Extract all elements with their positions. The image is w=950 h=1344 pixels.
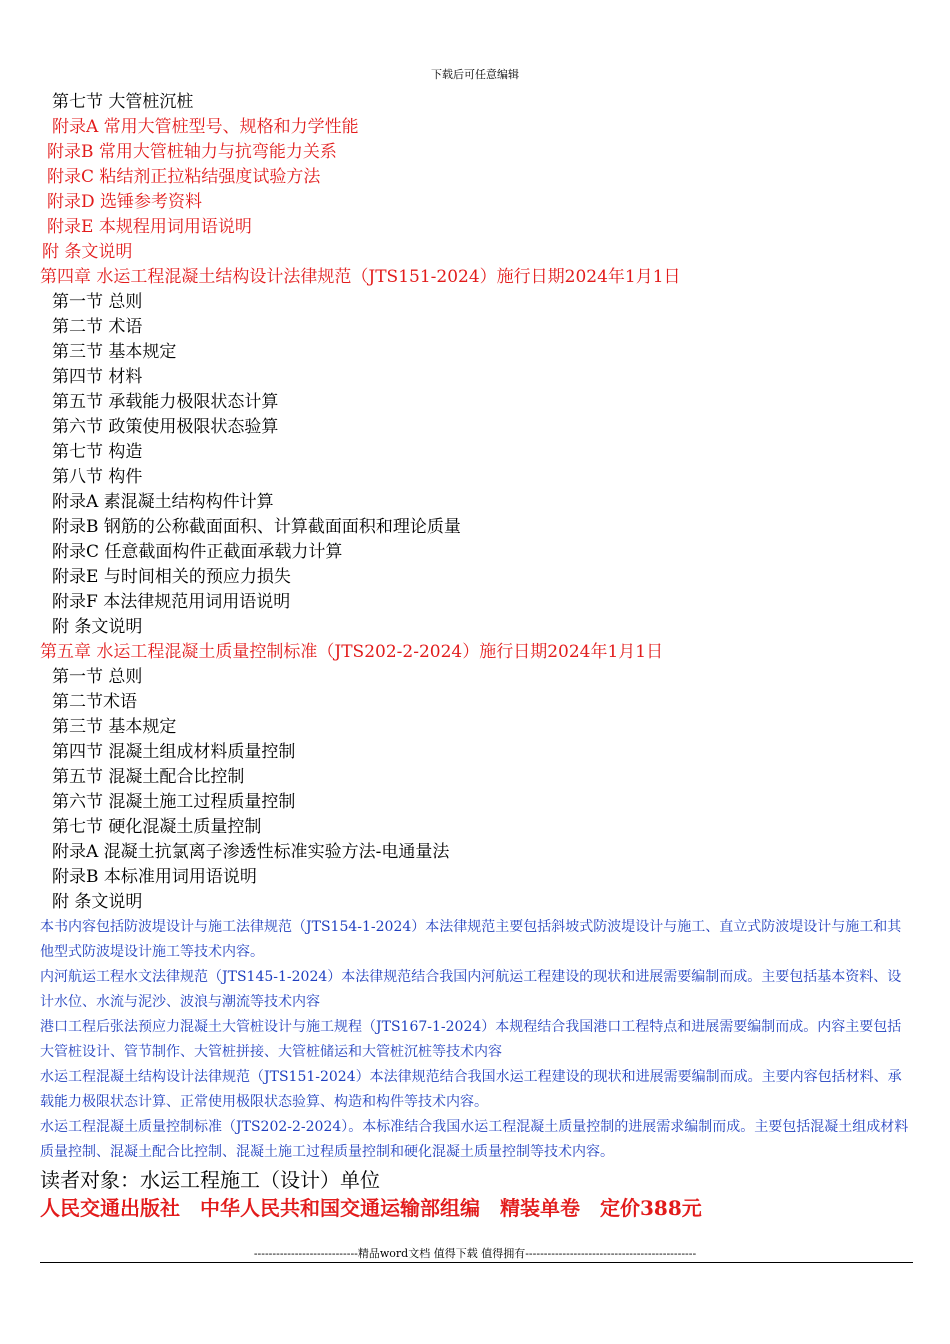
section-line: 第三节 基本规定: [52, 717, 177, 737]
chapter-heading-5: 第五章 水运工程混凝土质量控制标准（JTS202-2-2024）施行日期2024年1月1日: [40, 642, 664, 662]
appendix-line: 附录B 常用大管桩轴力与抗弯能力关系: [47, 142, 337, 162]
appendix-line: 附录E 本规程用词用语说明: [47, 217, 252, 237]
section-line: 第一节 总则: [52, 292, 143, 312]
section-line: 第六节 混凝土施工过程质量控制: [52, 792, 296, 812]
section-line: 第一节 总则: [52, 667, 143, 687]
section-line: 第五节 承载能力极限状态计算: [52, 392, 279, 412]
publisher-info: 人民交通出版社 中华人民共和国交通运输部组编 精装单卷 定价388元: [40, 1196, 702, 1220]
section-line: 第二节 术语: [52, 317, 143, 337]
description-paragraph: 水运工程混凝土结构设计法律规范（JTS151-2024）本法律规范结合我国水运工程建设的现状和进展需要编制而成。主要内容包括材料、承载能力极限状态计算、正常使用极限状态验算、构造和构件等技术内容。: [40, 1069, 902, 1110]
appendix-line: 附录D 选锤参考资料: [47, 192, 203, 212]
notes-line: 附 条文说明: [52, 617, 143, 637]
section-line: 第七节 大管桩沉桩: [52, 92, 194, 112]
appendix-line: 附录C 任意截面构件正截面承载力计算: [52, 542, 343, 562]
footer-rule: [40, 1262, 913, 1263]
section-line: 第四节 混凝土组成材料质量控制: [52, 742, 296, 762]
appendix-line: 附录A 素混凝土结构构件计算: [52, 492, 274, 512]
page-footer: ----------------------------精品word文档 值得下载 值得拥有----------------------------------------------: [253, 1247, 697, 1260]
section-line: 第二节术语: [52, 692, 137, 712]
appendix-line: 附录B 本标准用词用语说明: [52, 867, 257, 887]
section-line: 第五节 混凝土配合比控制: [52, 767, 245, 787]
notes-line: 附 条文说明: [42, 242, 133, 262]
section-line: 第七节 硬化混凝土质量控制: [52, 817, 262, 837]
page-header: 下载后可任意编辑: [431, 68, 519, 81]
document-body: [40, 90, 915, 1222]
chapter-heading-4: 第四章 水运工程混凝土结构设计法律规范（JTS151-2024）施行日期2024年1月1日: [40, 267, 681, 287]
section-line: 第三节 基本规定: [52, 342, 177, 362]
appendix-line: 附录A 常用大管桩型号、规格和力学性能: [52, 117, 359, 137]
section-line: 第七节 构造: [52, 442, 143, 462]
description-paragraph: 水运工程混凝土质量控制标准（JTS202-2-2024）。本标准结合我国水运工程混凝土质量控制的进展需求编制而成。主要包括混凝土组成材料质量控制、混凝土配合比控制、混凝土施工过程质量控制和硬化混凝土质量控制等技术内容。: [40, 1119, 909, 1160]
appendix-line: 附录E 与时间相关的预应力损失: [52, 567, 291, 587]
description-paragraph: 港口工程后张法预应力混凝土大管桩设计与施工规程（JTS167-1-2024）本规程结合我国港口工程特点和进展需要编制而成。内容主要包括大管桩设计、管节制作、大管桩拼接、大管桩储运和大管桩沉桩等技术内容: [40, 1019, 902, 1060]
description-paragraph: 本书内容包括防波堤设计与施工法律规范（JTS154-1-2024）本法律规范主要包括斜坡式防波堤设计与施工、直立式防波堤设计与施工和其他型式防波堤设计施工等技术内容。: [40, 919, 902, 960]
section-line: 第四节 材料: [52, 367, 143, 387]
appendix-line: 附录A 混凝土抗氯离子渗透性标准实验方法-电通量法: [52, 842, 450, 862]
appendix-line: 附录F 本法律规范用词用语说明: [52, 592, 291, 612]
section-line: 第八节 构件: [52, 467, 143, 487]
section-line: 第六节 政策使用极限状态验算: [52, 417, 279, 437]
appendix-line: 附录C 粘结剂正拉粘结强度试验方法: [47, 167, 321, 187]
reader-audience: 读者对象：水运工程施工（设计）单位: [40, 1168, 380, 1192]
description-paragraph: 内河航运工程水文法律规范（JTS145-1-2024）本法律规范结合我国内河航运工程建设的现状和进展需要编制而成。主要包括基本资料、设计水位、水流与泥沙、波浪与潮流等技术内容: [40, 969, 902, 1010]
notes-line: 附 条文说明: [52, 892, 143, 912]
appendix-line: 附录B 钢筋的公称截面面积、计算截面面积和理论质量: [52, 517, 461, 537]
